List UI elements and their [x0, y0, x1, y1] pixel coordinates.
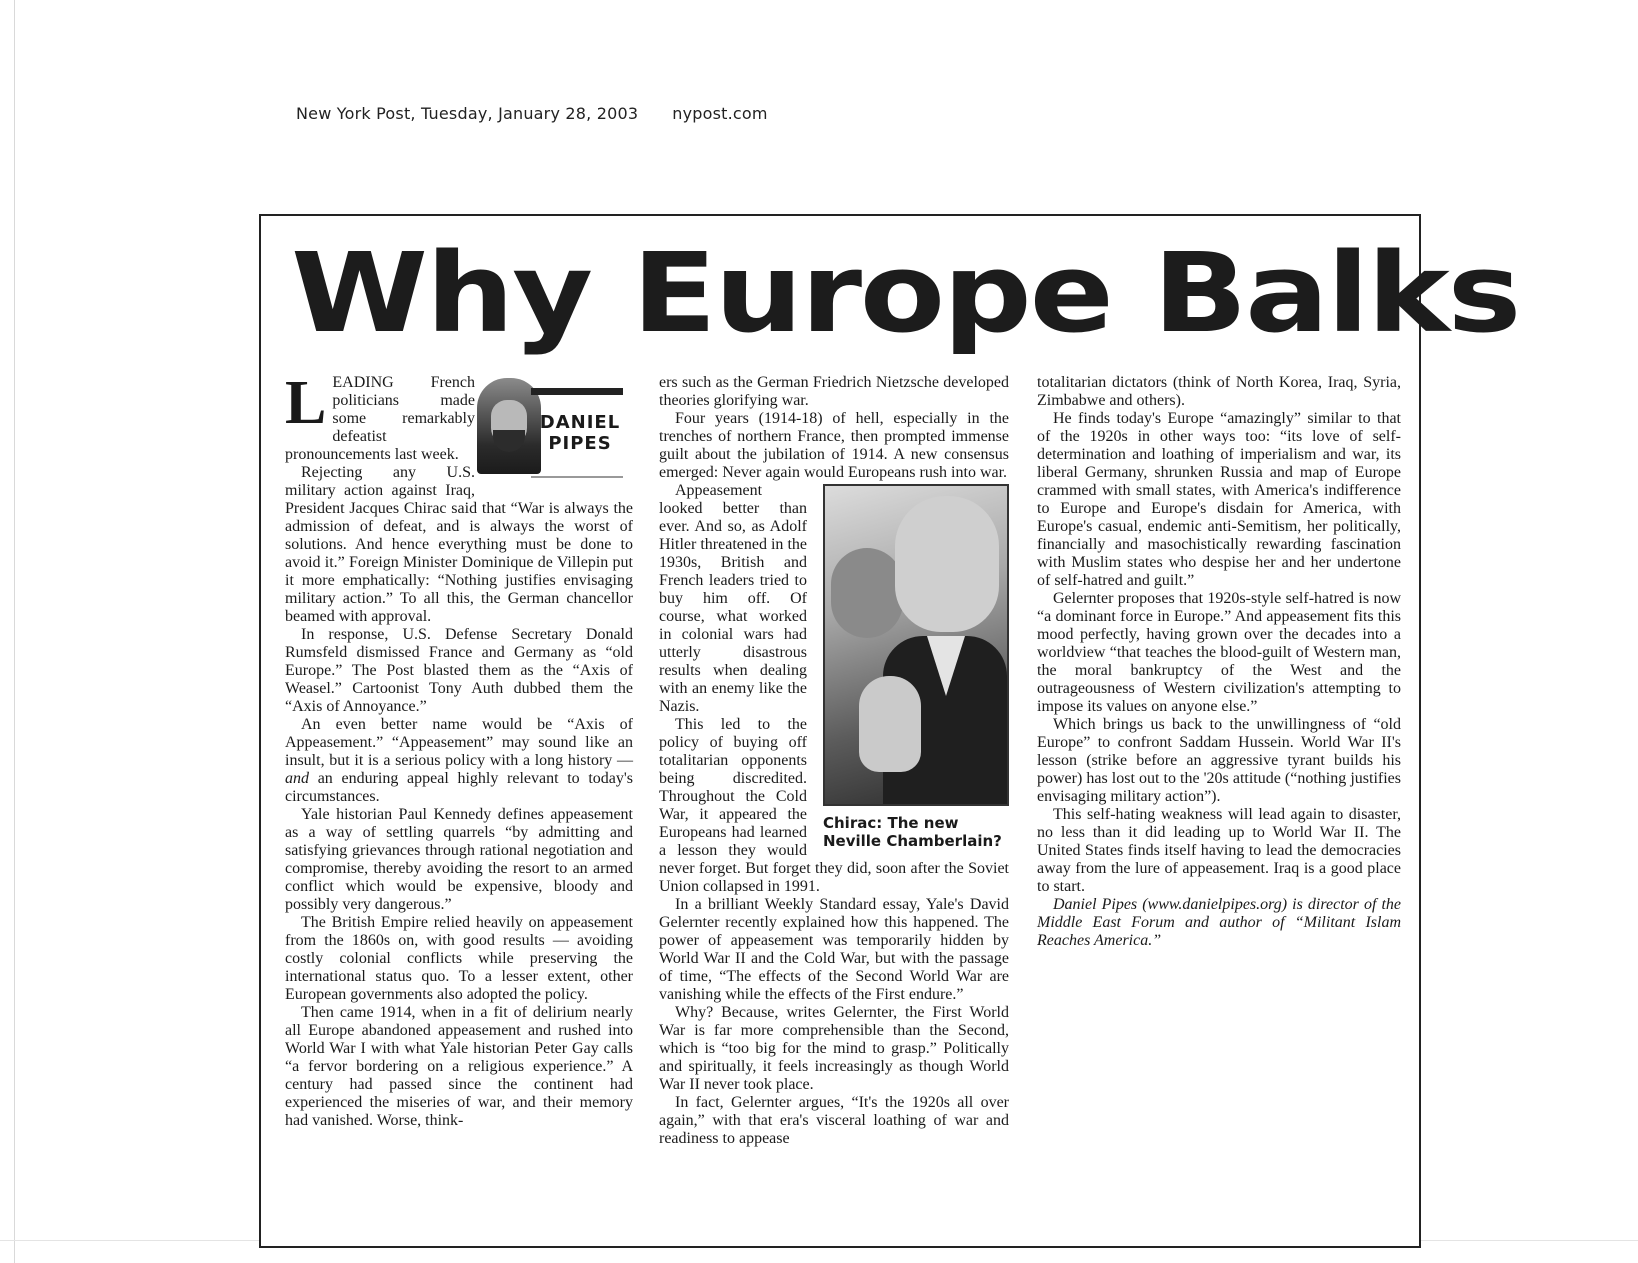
- paper-date: New York Post, Tuesday, January 28, 2003: [296, 104, 639, 123]
- paragraph: In a brilliant Weekly Standard essay, Yale's David Gelernter recently explained how this happened. The power of appeasement was temporarily hidden by World War II and the Cold War, but with the passage of time, “The effects of the Second World War are vanishing while the effects of the First endure.”: [659, 896, 1009, 1003]
- column-2: [659, 374, 1009, 1148]
- headline: Why Europe Balks: [291, 229, 1520, 357]
- paragraph: Why? Because, writes Gelernter, the First World War is far more comprehensible than the Second, which is “too big for the mind to grasp.” Politically and spiritually, it feels increasingly as though World War II never took place.: [659, 1004, 1009, 1093]
- paragraph: He finds today's Europe “amazingly” similar to that of the 1920s in other ways too: “its love of self-determination and loathing of imperialism and war, its liberal Germany, shrunken Russia and map of Europe crammed with small states, with America's indifference to Europe and Europe's disdain for America, with Europe's casual, endemic anti-Semitism, her politically, financially and masochistically rewarding fascination with Muslim states who despise her and her undertone of self-hatred and guilt.”: [1037, 410, 1401, 589]
- paragraph: In response, U.S. Defense Secretary Donald Rumsfeld dismissed France and Germany as “old Europe.” The Post blasted them as the “Axis of Weasel.” Cartoonist Tony Auth dubbed them the “Axis of Annoyance.”: [285, 626, 633, 715]
- paragraph: This self-hating weakness will lead again to disaster, no less than it did leading up to World War II. The United States finds itself having to lead the democracies away from the lure of appeasement. Iraq is a good place to start.: [1037, 806, 1401, 895]
- paragraph: Rejecting any U.S. military action against Iraq, President Jacques Chirac said that “War is always the admission of defeat, and is always the worst of solutions. And hence everything must be done to avoid it.” Foreign Minister Dominique de Villepin put it more emphatically: “Nothing justifies envisaging military action.” To all this, the German chancellor beamed with approval.: [285, 464, 633, 625]
- chirac-photo: [823, 484, 1009, 806]
- author-signoff: Daniel Pipes (www.danielpipes.org) is director of the Middle East Forum and author of “Militant Islam Reaches America.”: [1037, 896, 1401, 949]
- photo-box: [823, 484, 1009, 850]
- paragraph: Then came 1914, when in a fit of delirium nearly all Europe abandoned appeasement and rushed into World War I with what Yale historian Peter Gay calls “a fervor bordering on a religious experience.” A century had passed since the continent had experienced the miseries of war, and their memory had vanished. Worse, think-: [285, 1004, 633, 1129]
- drop-cap: L: [285, 369, 327, 437]
- paragraph: L DANIEL PIPES EADING French politicians made some remarkably defeatist pronouncements last week.: [285, 374, 633, 464]
- author-name: DANIEL PIPES: [539, 412, 621, 454]
- site-url: nypost.com: [672, 104, 768, 123]
- photo-caption: Chirac: The new Neville Chamberlain?: [823, 814, 1002, 850]
- column-1: [285, 369, 634, 1130]
- paragraph: Four years (1914-18) of hell, especially in the trenches of northern France, then prompted immense guilt about the jubilation of 1914. A new consensus emerged: Never again would Europeans rush into war.: [659, 410, 1009, 481]
- paragraph: The British Empire relied heavily on appeasement from the 1860s on, with good results — avoiding costly colonial conflicts while preserving the international status quo. To a lesser extent, other European governments also adopted the policy.: [285, 914, 633, 1003]
- paragraph: ers such as the German Friedrich Nietzsche developed theories glorifying war.: [659, 374, 1009, 409]
- paragraph: In fact, Gelernter argues, “It's the 1920s all over again,” with that era's visceral loathing of war and readiness to appease: [659, 1094, 1009, 1147]
- column-3: [1037, 374, 1401, 950]
- paragraph: Gelernter proposes that 1920s-style self-hatred is now “a dominant force in Europe.” And appeasement fits this mood perfectly, having grown over the decades into a worldview “that teaches the blood-guilt of Western man, the moral bankruptcy of the West and the outrageousness of Western civilization's attempting to impose its values on anyone else.”: [1037, 590, 1401, 715]
- paragraph: Yale historian Paul Kennedy defines appeasement as a way of settling quarrels “by admitting and satisfying grievances through rational negotiation and compromise, thereby avoiding the resort to an armed conflict which would be expensive, bloody and possibly very dangerous.”: [285, 806, 633, 913]
- paragraph: This led to the policy of buying off totalitarian opponents being discredited. Throughout the Cold War, it appeared the Europeans had learned a lesson they would never forget. But forget they did, soon after the Soviet Union collapsed in 1991.: [659, 716, 1009, 895]
- scan-edge: [14, 0, 15, 1263]
- author-box: [475, 374, 625, 484]
- paragraph: An even better name would be “Axis of Appeasement.” “Appeasement” may sound like an insult, but it is a serious policy with a long history — and an enduring appeal highly relevant to today's circumstances.: [285, 716, 634, 805]
- dateline: [296, 104, 768, 123]
- article-frame: [259, 214, 1520, 1248]
- paragraph: Appeasement looked better than ever. And so, as Adolf Hitler threatened in the 1930s, British and French leaders tried to buy him off. Of course, what worked in colonial wars had utterly disastrous results when dealing with an enemy like the Nazis.: [659, 482, 807, 715]
- paragraph: totalitarian dictators (think of North Korea, Iraq, Syria, Zimbabwe and others).: [1037, 374, 1401, 409]
- paragraph: Which brings us back to the unwillingness of “old Europe” to confront Saddam Hussein. World War II's lesson (strike before an aggressive tyrant builds his power) has lost out to the '20s attitude (“nothing justifies envisaging military action”).: [1037, 716, 1401, 805]
